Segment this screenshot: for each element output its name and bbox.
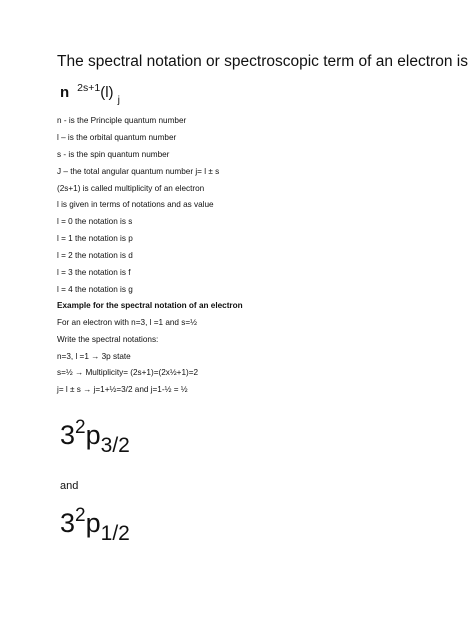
text-line: J – the total angular quantum number j= l ± s xyxy=(57,167,220,176)
term-superscript: 2 xyxy=(75,417,86,438)
spectral-term-1-2 xyxy=(60,505,130,545)
text-line: (2s+1) is called multiplicity of an electron xyxy=(57,184,205,193)
text-line: n - is the Principle quantum number xyxy=(57,116,187,125)
text-line: l – is the orbital quantum number xyxy=(57,133,177,142)
text-line: l = 4 the notation is g xyxy=(57,285,133,294)
text-line: n=3, l =1 → 3p state xyxy=(57,352,131,361)
text-line: For an electron with n=3, l =1 and s=½ xyxy=(57,318,197,327)
example-heading: Example for the spectral notation of an electron xyxy=(57,301,243,310)
term-letter: p xyxy=(85,420,101,450)
term-base: 3 xyxy=(60,508,76,538)
notation-subscript: j xyxy=(117,94,120,106)
text-line: l = 2 the notation is d xyxy=(57,251,133,260)
term-subscript: 3/2 xyxy=(100,434,130,457)
notation-middle: (l) xyxy=(100,84,114,101)
notation-base: n xyxy=(60,84,70,101)
term-base: 3 xyxy=(60,420,76,450)
text-line: l is given in terms of notations and as value xyxy=(57,200,214,209)
term-superscript: 2 xyxy=(75,505,86,526)
text-line: j= l ± s → j=1+½=3/2 and j=1-½ = ½ xyxy=(57,385,188,394)
text-line: s - is the spin quantum number xyxy=(57,150,170,159)
text-line: Write the spectral notations: xyxy=(57,335,159,344)
term-subscript: 1/2 xyxy=(100,522,130,545)
notation-superscript: 2s+1 xyxy=(77,82,101,94)
text-line: s=½ → Multiplicity= (2s+1)=(2x½+1)=2 xyxy=(57,368,199,377)
general-notation-formula xyxy=(60,82,120,106)
text-line: l = 1 the notation is p xyxy=(57,234,133,243)
text-line: l = 0 the notation is s xyxy=(57,217,133,226)
connector-text: and xyxy=(60,480,79,492)
term-letter: p xyxy=(85,508,101,538)
spectral-term-3-2 xyxy=(60,417,130,457)
page-heading: The spectral notation or spectroscopic term of an electron is xyxy=(57,53,468,70)
text-line: l = 3 the notation is f xyxy=(57,268,131,277)
